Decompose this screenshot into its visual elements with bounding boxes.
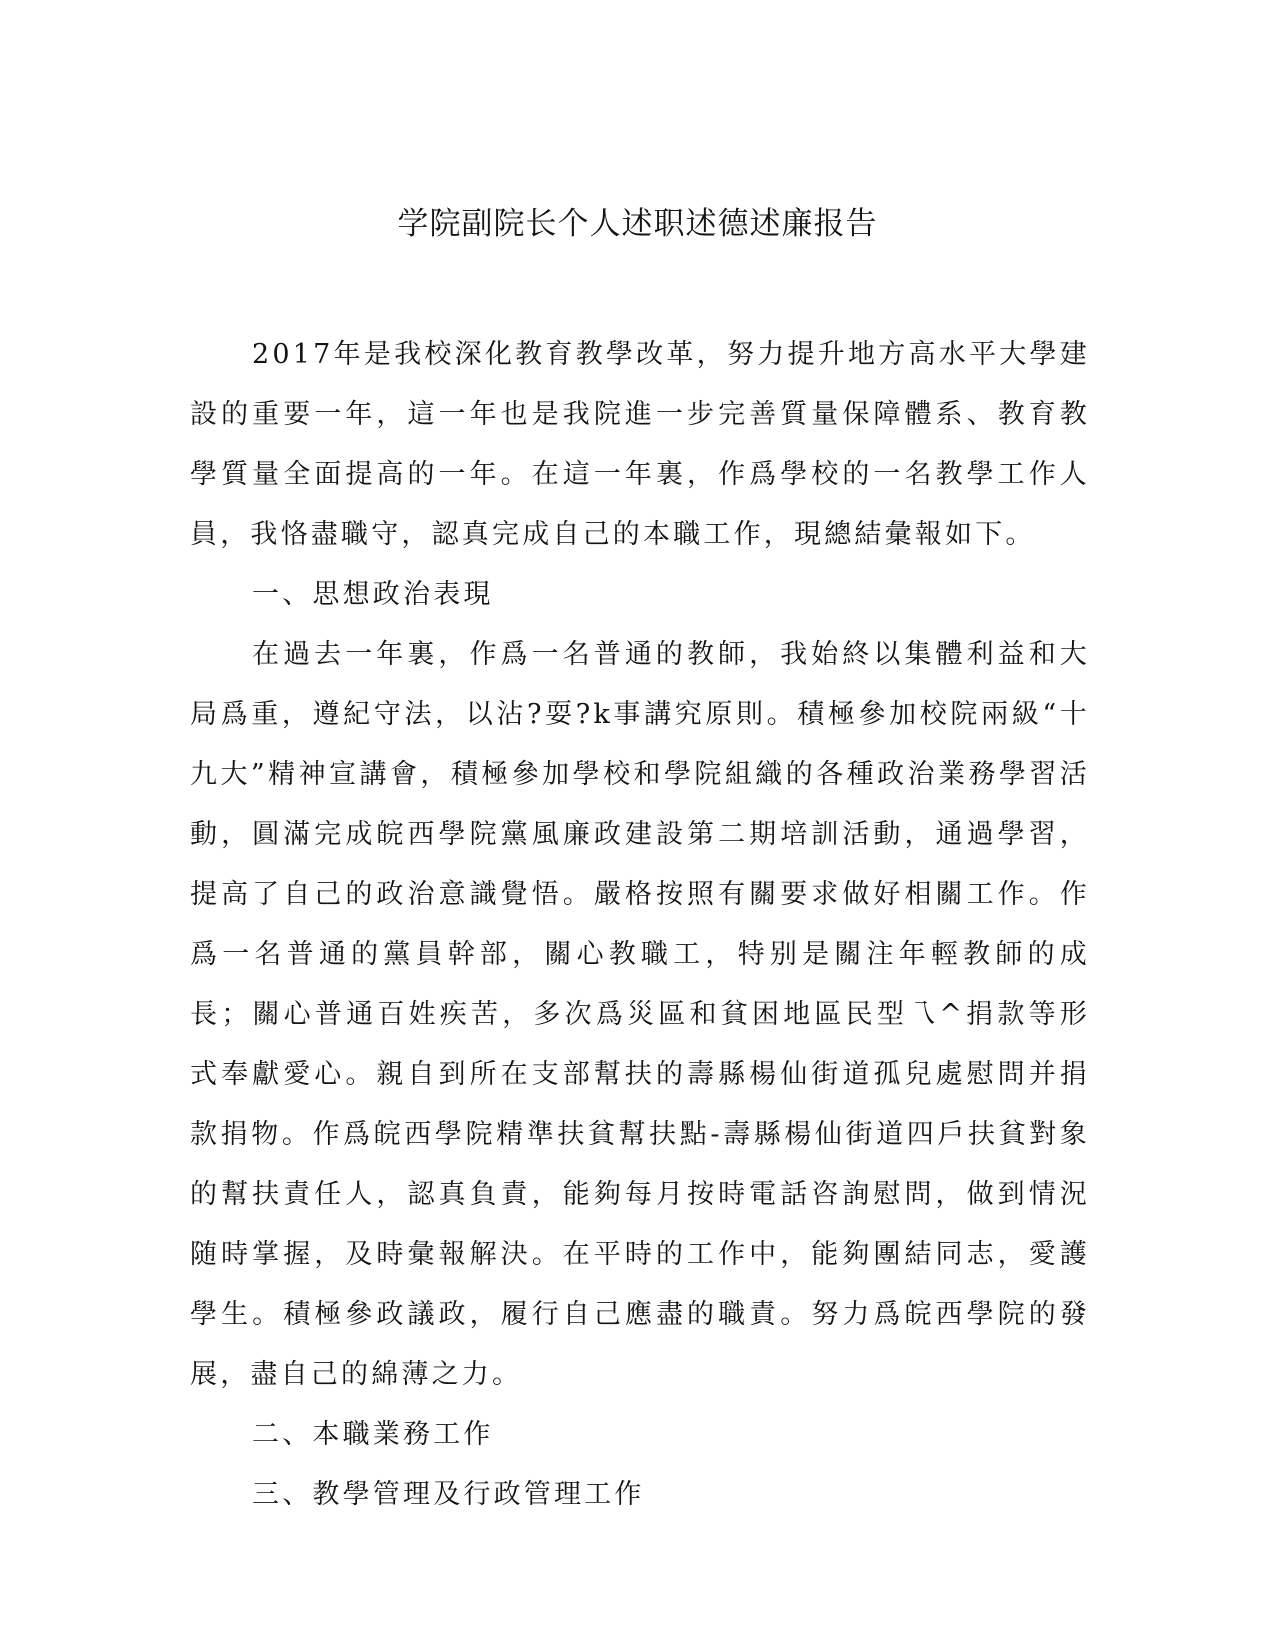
intro-paragraph: 2017年是我校深化教育教學改革，努力提升地方高水平大學建設的重要一年，這一年也是我院進一步完善質量保障體系、教育教學質量全面提高的一年。在這一年裏，作爲學校的一名教學工作人員，我恪盡職守，認真完成自己的本職工作，現總結彙報如下。	[190, 339, 1090, 550]
section-heading-management: 三、教學管理及行政管理工作	[252, 1479, 645, 1510]
document-title: 学院副院长个人述职述德述廉报告	[397, 206, 878, 242]
section-heading-political: 一、思想政治表現	[252, 579, 494, 610]
political-paragraph: 在過去一年裏，作爲一名普通的教師，我始終以集體利益和大局爲重，遵紀守法，以沾?耍?k事講究原則。積極參加校院兩級“十九大”精神宣講會，積極參加學校和學院組織的各種政治業務學習活動，圓滿完成皖西學院黨風廉政建設第二期培訓活動，通過學習，提高了自己的政治意識覺悟。嚴格按照有關要求做好相關工作。作爲一名普通的黨員幹部，關心教職工，特别是關注年輕教師的成長；關心普通百姓疾苦，多次爲災區和貧困地區民型乁^捐款等形式奉獻愛心。親自到所在支部幫扶的壽縣楊仙街道孤兒處慰問并捐款捐物。作爲皖西學院精準扶貧幫扶點-壽縣楊仙街道四戶扶貧對象的幫扶責任人，認真負責，能夠每月按時電話咨詢慰問，做到情況随時掌握，及時彙報解決。在平時的工作中，能夠團結同志，愛護學生。積極參政議政，履行自己應盡的職責。努力爲皖西學院的發展，盡自己的綿薄之力。	[190, 639, 1090, 1390]
section-heading-duties: 二、本職業務工作	[252, 1419, 494, 1450]
document-body	[190, 325, 1090, 1525]
